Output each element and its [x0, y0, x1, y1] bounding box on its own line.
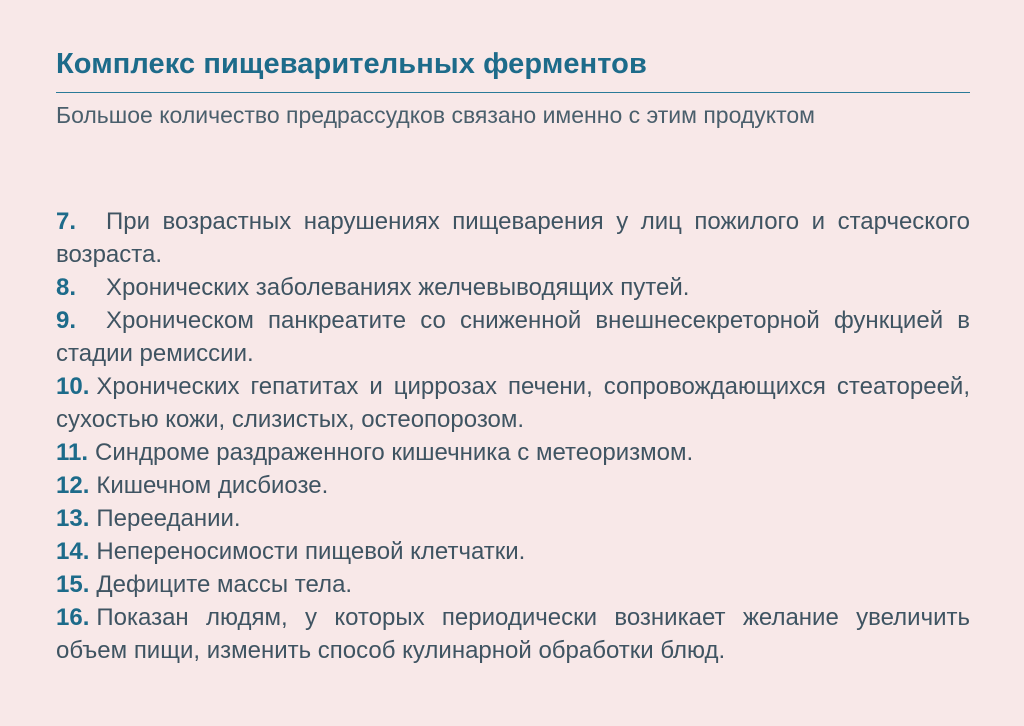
list-item — [56, 304, 970, 370]
item-number: 12. — [56, 472, 90, 499]
item-text: Хронических гепатитах и циррозах печени, сопровождающихся стеатореей, сухостью кожи, слизистых, остеопорозом. — [56, 373, 970, 433]
item-text: Хроническом панкреатите со сниженной внешнесекреторной функцией в стадии ремиссии. — [56, 307, 970, 367]
page-title: Комплекс пищеварительных ферментов — [56, 48, 647, 80]
item-text: При возрастных нарушениях пищеварения у лиц пожилого и старческого возраста. — [56, 208, 970, 268]
page-subtitle: Большое количество предрассудков связано именно с этим продуктом — [56, 102, 815, 128]
item-number: 8. — [56, 274, 77, 301]
list-item — [56, 601, 970, 667]
list-item — [56, 502, 970, 535]
item-number: 7. — [56, 208, 77, 235]
item-text: Дефиците массы тела. — [96, 571, 353, 598]
list-item — [56, 205, 970, 271]
item-number: 11. — [56, 439, 89, 466]
indications-list — [56, 205, 970, 667]
list-item — [56, 370, 970, 436]
item-number: 10. — [56, 373, 90, 400]
item-text: Показан людям, у которых периодически возникает желание увеличить объем пищи, изменить способ кулинарной обработки блюд. — [56, 604, 970, 664]
item-text: Синдроме раздраженного кишечника с метеоризмом. — [95, 439, 694, 466]
item-number: 13. — [56, 505, 90, 532]
item-number: 15. — [56, 571, 90, 598]
list-item — [56, 469, 970, 502]
item-number: 14. — [56, 538, 90, 565]
title-divider — [56, 92, 970, 93]
item-number: 16. — [56, 604, 90, 631]
item-text: Переедании. — [96, 505, 241, 532]
item-number: 9. — [56, 307, 77, 334]
item-text: Хронических заболеваниях желчевыводящих путей. — [106, 274, 690, 301]
list-item — [56, 436, 970, 469]
list-item — [56, 568, 970, 601]
list-item — [56, 271, 970, 304]
list-item — [56, 535, 970, 568]
item-text: Кишечном дисбиозе. — [96, 472, 329, 499]
item-text: Непереносимости пищевой клетчатки. — [96, 538, 526, 565]
